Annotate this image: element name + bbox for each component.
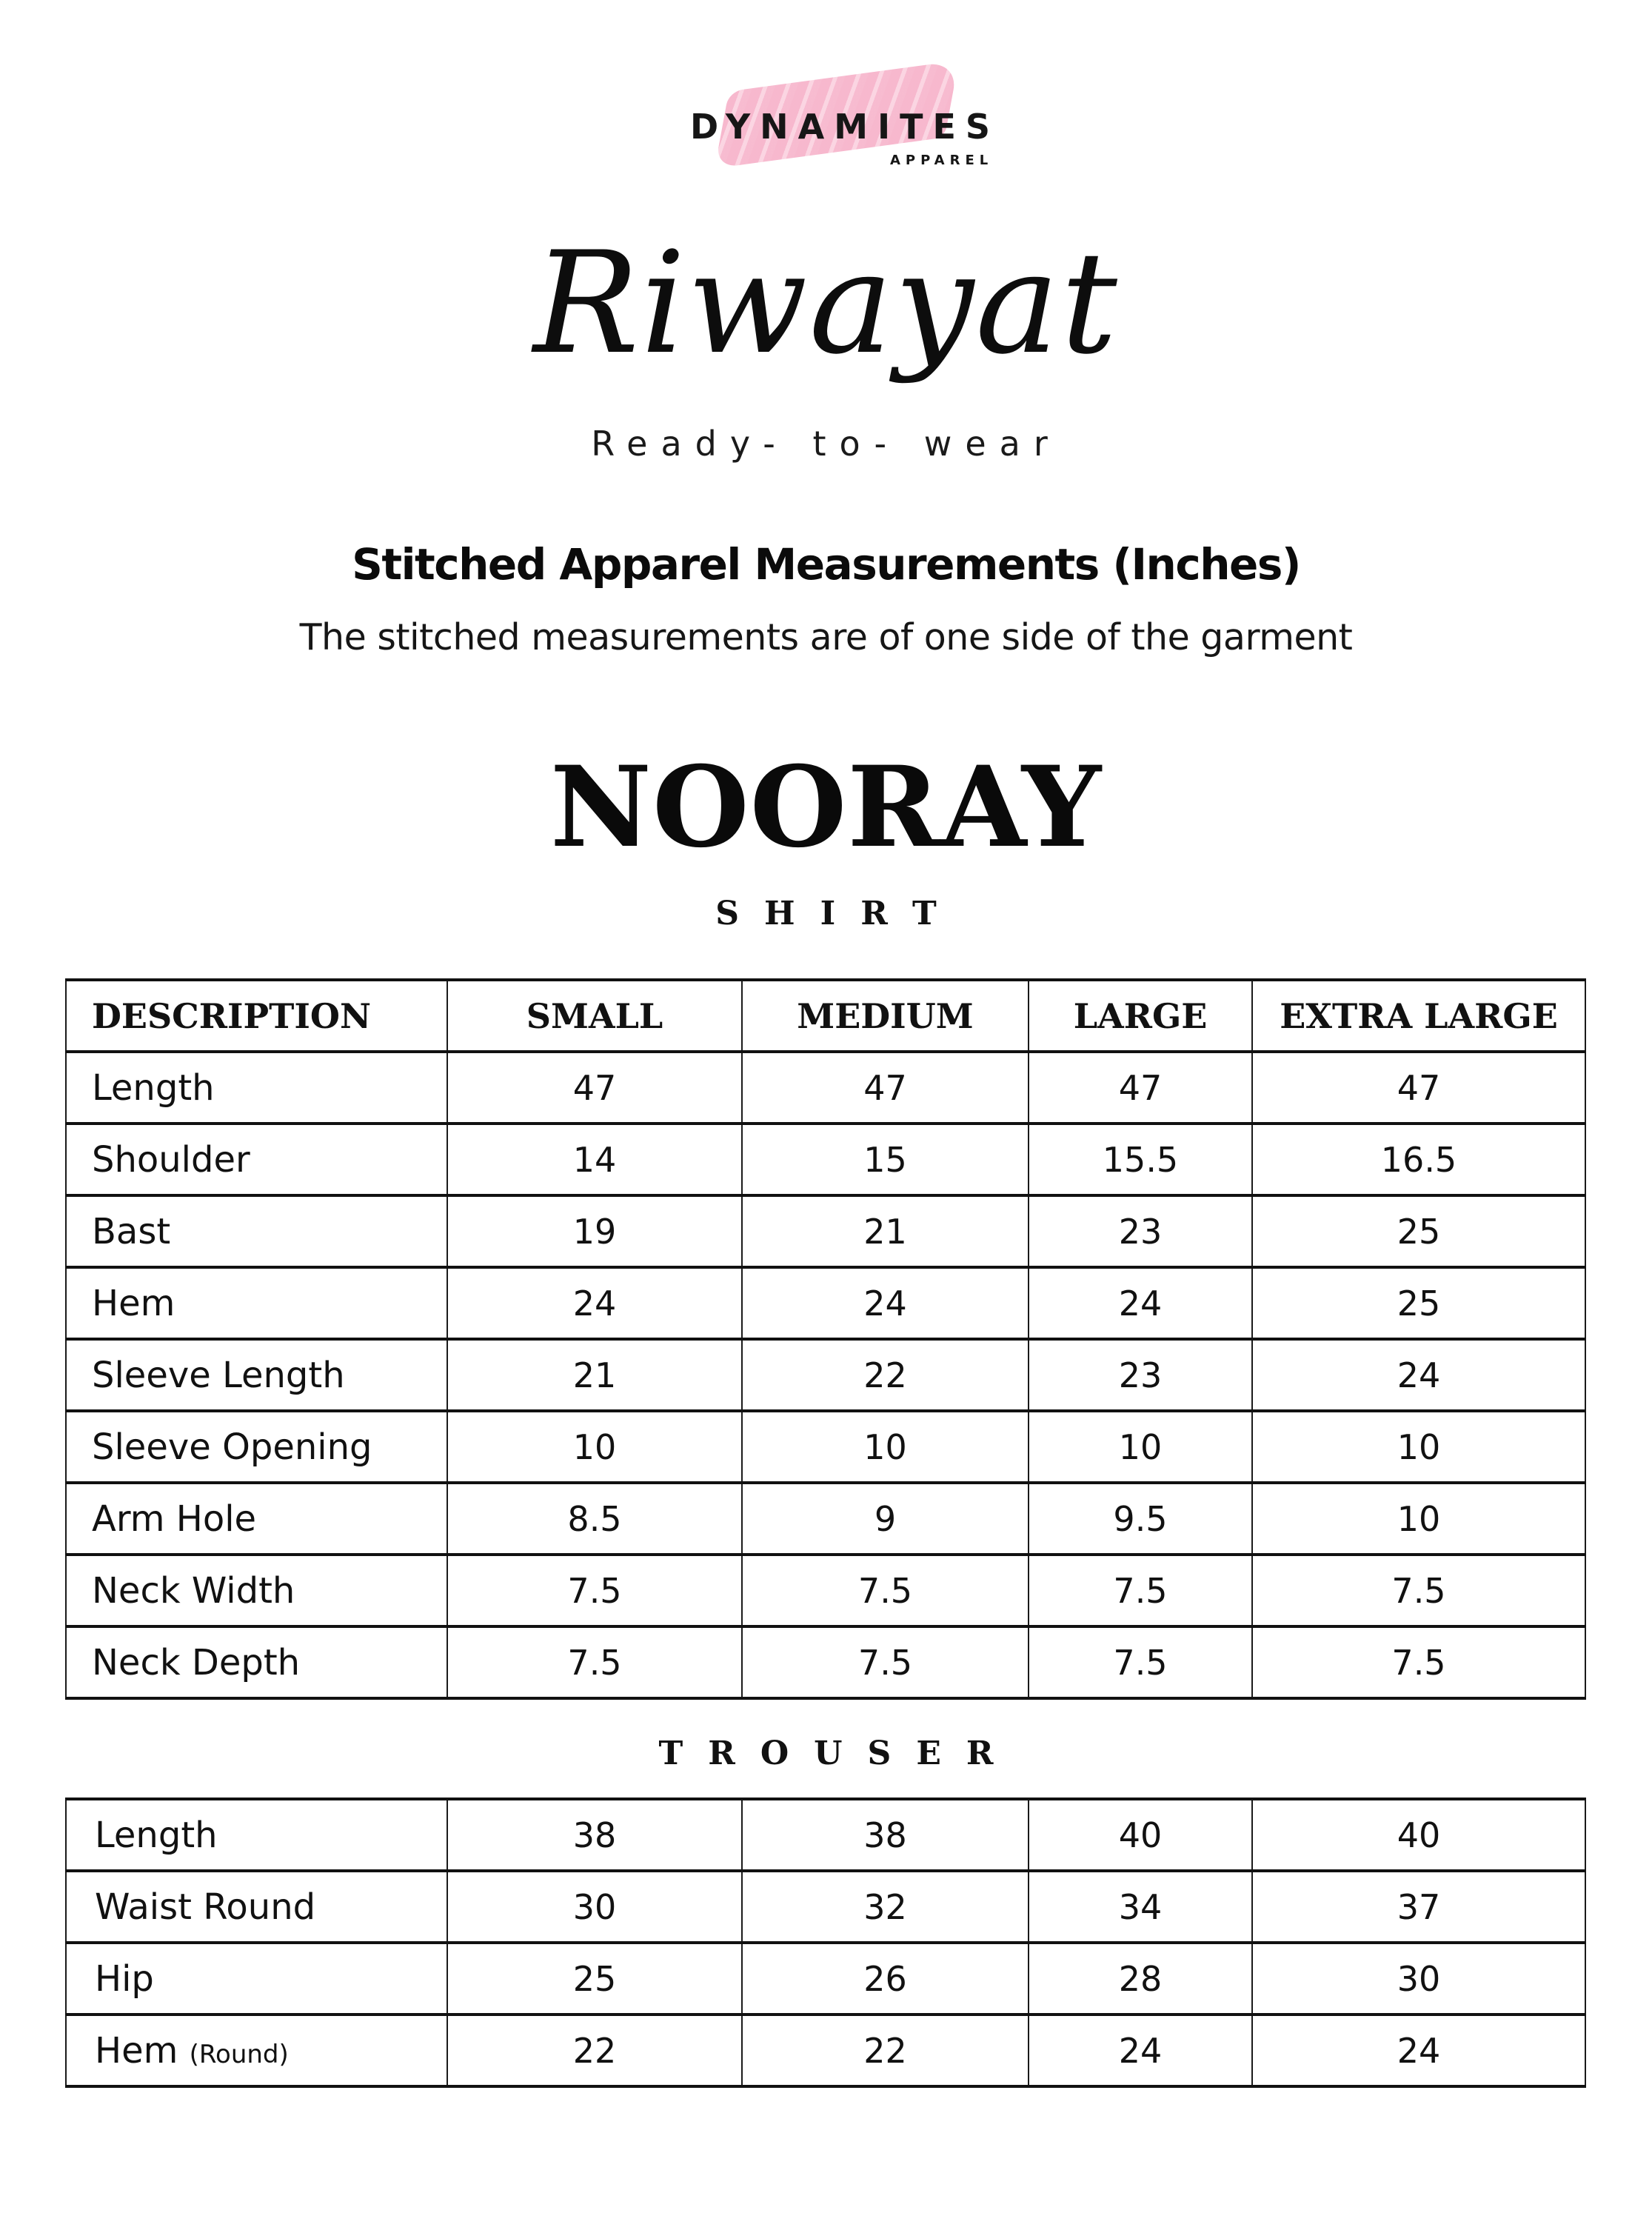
collection-title: Riwayat: [533, 221, 1119, 385]
table-row: [66, 1871, 1585, 1943]
cell-small: 19: [447, 1195, 742, 1267]
cell-extra-large: 40: [1252, 1799, 1585, 1871]
cell-medium: 47: [742, 1052, 1029, 1124]
row-label: Arm Hole: [66, 1483, 447, 1555]
cell-small: 7.5: [447, 1626, 742, 1698]
cell-medium: 26: [742, 1943, 1029, 2015]
cell-medium: 22: [742, 1339, 1029, 1411]
row-label: Sleeve Opening: [66, 1411, 447, 1483]
cell-small: 14: [447, 1124, 742, 1195]
table-header-row: [66, 980, 1585, 1052]
cell-small: 21: [447, 1339, 742, 1411]
cell-medium: 7.5: [742, 1626, 1029, 1698]
cell-large: 15.5: [1029, 1124, 1252, 1195]
row-label-text: Hip: [95, 1957, 154, 2000]
row-label-note: (Round): [189, 2039, 289, 2069]
measurement-note: The stitched measurements are of one side of the garment: [299, 616, 1353, 658]
cell-large: 23: [1029, 1339, 1252, 1411]
cell-medium: 24: [742, 1267, 1029, 1339]
row-label: Hem: [66, 1267, 447, 1339]
column-header-description: DESCRIPTION: [66, 980, 447, 1052]
cell-extra-large: 7.5: [1252, 1626, 1585, 1698]
brand-subtitle: APPAREL: [890, 153, 994, 168]
cell-large: 28: [1029, 1943, 1252, 2015]
cell-small: 38: [447, 1799, 742, 1871]
row-label: Sleeve Length: [66, 1339, 447, 1411]
column-header-extra-large: EXTRA LARGE: [1252, 980, 1585, 1052]
cell-medium: 38: [742, 1799, 1029, 1871]
column-header-medium: MEDIUM: [742, 980, 1029, 1052]
trouser-section-label: TROUSER: [658, 1735, 1019, 1772]
brand-logo: [681, 61, 1000, 172]
page-title: Stitched Apparel Measurements (Inches): [352, 539, 1300, 590]
cell-large: 24: [1029, 1267, 1252, 1339]
cell-large: 7.5: [1029, 1626, 1252, 1698]
cell-medium: 21: [742, 1195, 1029, 1267]
cell-medium: 22: [742, 2015, 1029, 2086]
cell-small: 7.5: [447, 1555, 742, 1626]
cell-medium: 32: [742, 1871, 1029, 1943]
cell-extra-large: 10: [1252, 1483, 1585, 1555]
cell-medium: 9: [742, 1483, 1029, 1555]
row-label-text: Length: [95, 1814, 218, 1856]
cell-extra-large: 25: [1252, 1267, 1585, 1339]
product-name: NOORAY: [549, 742, 1103, 872]
cell-large: 34: [1029, 1871, 1252, 1943]
cell-large: 9.5: [1029, 1483, 1252, 1555]
cell-large: 40: [1029, 1799, 1252, 1871]
row-label: [66, 2015, 447, 2086]
cell-small: 47: [447, 1052, 742, 1124]
cell-small: 24: [447, 1267, 742, 1339]
table-row: [66, 1483, 1585, 1555]
cell-extra-large: 37: [1252, 1871, 1585, 1943]
cell-extra-large: 10: [1252, 1411, 1585, 1483]
row-label: Neck Width: [66, 1555, 447, 1626]
table-row: [66, 1124, 1585, 1195]
trouser-size-table: [65, 1798, 1586, 2088]
brand-name: DYNAMITES: [690, 107, 1000, 147]
cell-extra-large: 25: [1252, 1195, 1585, 1267]
cell-extra-large: 24: [1252, 1339, 1585, 1411]
table-row: [66, 1052, 1585, 1124]
cell-large: 10: [1029, 1411, 1252, 1483]
row-label: [66, 1799, 447, 1871]
table-row: [66, 1411, 1585, 1483]
row-label-text: Waist Round: [95, 1886, 316, 1928]
cell-large: 7.5: [1029, 1555, 1252, 1626]
cell-medium: 15: [742, 1124, 1029, 1195]
table-row: [66, 1555, 1585, 1626]
table-row: [66, 1626, 1585, 1698]
cell-extra-large: 47: [1252, 1052, 1585, 1124]
cell-extra-large: 16.5: [1252, 1124, 1585, 1195]
row-label: [66, 1943, 447, 2015]
cell-large: 23: [1029, 1195, 1252, 1267]
column-header-small: SMALL: [447, 980, 742, 1052]
cell-medium: 10: [742, 1411, 1029, 1483]
cell-small: 8.5: [447, 1483, 742, 1555]
shirt-size-table: [65, 978, 1586, 1700]
table-row: [66, 1799, 1585, 1871]
cell-large: 47: [1029, 1052, 1252, 1124]
collection-tagline: Ready- to- wear: [591, 424, 1061, 464]
cell-small: 30: [447, 1871, 742, 1943]
table-row: [66, 1943, 1585, 2015]
cell-extra-large: 30: [1252, 1943, 1585, 2015]
cell-small: 22: [447, 2015, 742, 2086]
cell-extra-large: 24: [1252, 2015, 1585, 2086]
row-label: Neck Depth: [66, 1626, 447, 1698]
row-label: Length: [66, 1052, 447, 1124]
row-label: Shoulder: [66, 1124, 447, 1195]
row-label: [66, 1871, 447, 1943]
cell-extra-large: 7.5: [1252, 1555, 1585, 1626]
shirt-section-label: SHIRT: [715, 895, 962, 932]
cell-small: 25: [447, 1943, 742, 2015]
row-label: Bast: [66, 1195, 447, 1267]
column-header-large: LARGE: [1029, 980, 1252, 1052]
cell-medium: 7.5: [742, 1555, 1029, 1626]
table-row: [66, 1339, 1585, 1411]
cell-large: 24: [1029, 2015, 1252, 2086]
row-label-text: Hem: [95, 2029, 178, 2072]
cell-small: 10: [447, 1411, 742, 1483]
table-row: [66, 2015, 1585, 2086]
table-row: [66, 1195, 1585, 1267]
table-row: [66, 1267, 1585, 1339]
